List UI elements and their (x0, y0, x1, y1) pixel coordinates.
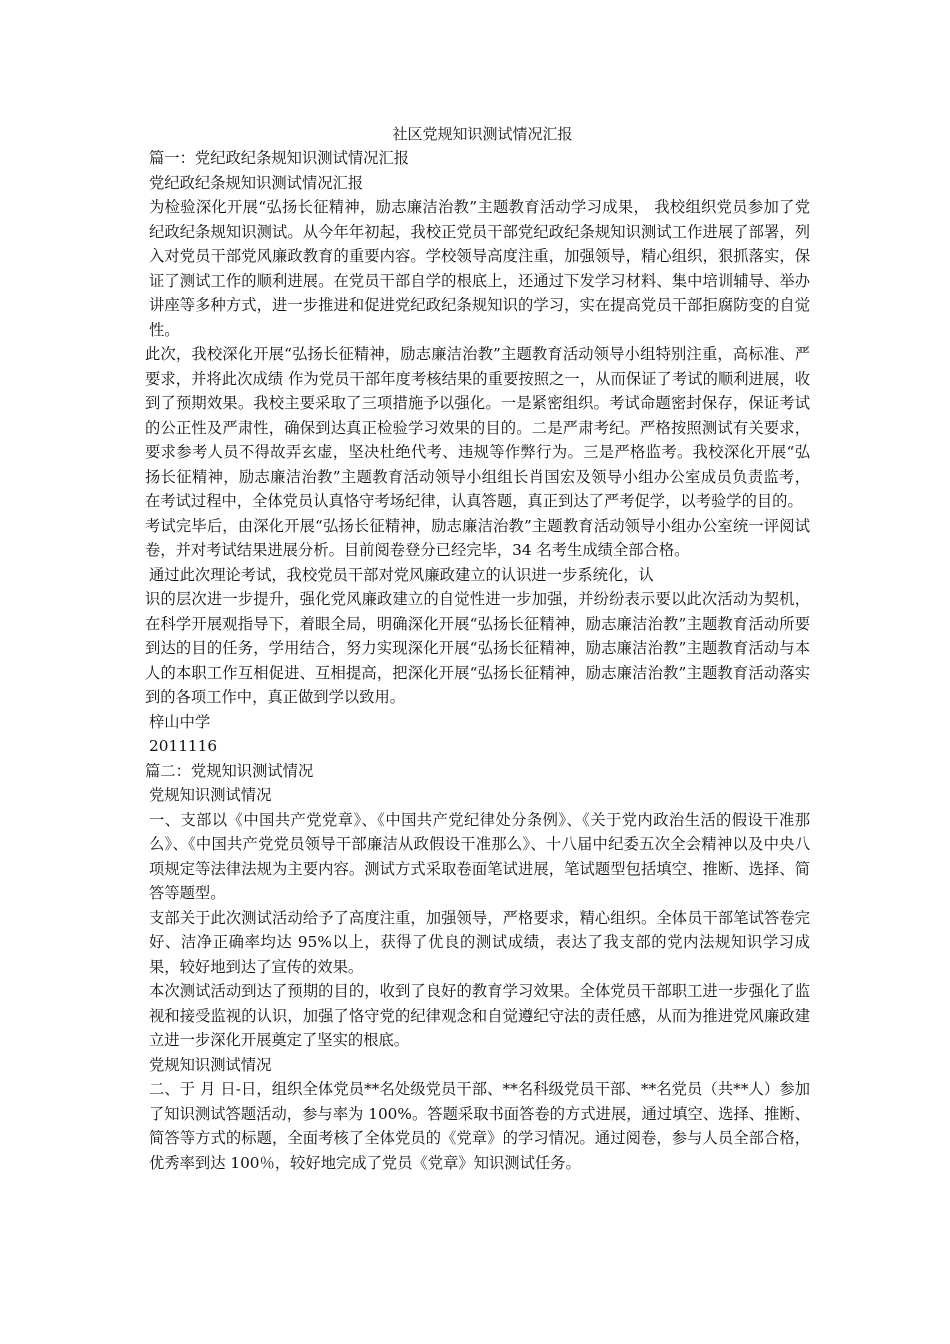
document-title: 社区党规知识测试情况汇报 (392, 125, 573, 143)
section-heading-2: 篇二：党规知识测试情况 (145, 761, 314, 780)
paragraph: 考试完毕后，由深化开展“弘扬长征精神，励志廉洁治教”主题教育活动领导小组办公室统一评阅试卷，并对考试结果进展分析。目前阅卷登分已经完毕，34 名考生成绩全部合格。 (145, 516, 810, 559)
paragraph: 一、支部以《中国共产党党章》、《中国共产党纪律处分条例》、《关于党内政治生活的假设干准那么》、《中国共产党党员领导干部廉洁从政假设干准那么》、十八届中纪委五次全会精神以及中央八项规定等法律法规为主要内容。测试方式采取卷面笔试进展，笔试题型包括填空、推断、选择、简答等题型。 (149, 810, 810, 902)
signature-date: 2011116 (149, 737, 218, 755)
signature-school: 梓山中学 (149, 712, 211, 731)
section-heading-1: 篇一：党纪政纪条规知识测试情况汇报 (149, 149, 410, 167)
paragraph: 二、于 月 日-日，组织全体党员**名处级党员干部、**名科级党员干部、**名党员（共**人）参加了知识测试答题活动，参与率为 100%。答题采取书面答卷的方式进展，通过填空、选择、推断、简答等方式的标题，全面考核了全体党员的《党章》的学习情况。通过阅卷，参与人员全部合格，优秀率到达 100％，较好地完成了党员《党章》知识测试任务。 (149, 1080, 810, 1172)
sub-heading-2: 党规知识测试情况 (149, 786, 272, 804)
paragraph: 为检验深化开展“弘扬长征精神，励志廉洁治教”主题教育活动学习成果， 我校组织党员参加了党纪政纪条规知识测试。从今年年初起，我校正党员干部党纪政纪条规知识测试工作进展了部署，列入对党员干部党风廉政教育的重要内容。学校领导高度注重，加强领导，精心组织，狠抓落实，保证了测试工作的顺利进展。在党员干部自学的根底上，还通过下发学习材料、集中培训辅导、举办讲座等多种方式，进一步推进和促进党纪政纪条规知识的学习，实在提高党员干部拒腐防变的自觉性。 (149, 198, 810, 339)
sub-heading-3: 党规知识测试情况 (149, 1055, 272, 1074)
paragraph: 通过此次理论考试，我校党员干部对党风廉政建立的认识进一步系统化，认 (149, 565, 654, 584)
paragraph: 此次，我校深化开展“弘扬长征精神，励志廉洁治教”主题教育活动领导小组特别注重，高标准、严要求，并将此次成绩 作为党员干部年度考核结果的重要按照之一，从而保证了考试的顺利进展，收到了预期效果。我校主要采取了三项措施予以强化。一是紧密组织。考试命题密封保存，保证考试的公正性及严肃性，确保到达真正检验学习效果的目的。二是严肃考纪。严格按照测试有关要求，要求参考人员不得故弄玄虚，坚决杜绝代考、违规等作弊行为。三是严格监考。我校深化开展“弘扬长征精神，励志廉洁治教”主题教育活动领导小组组长肖国宏及领导小组办公室成员负责监考，在考试过程中，全体党员认真恪守考场纪律，认真答题，真正到达了严考促学，以考验学的目的。 (145, 345, 810, 510)
sub-heading-1: 党纪政纪条规知识测试情况汇报 (149, 173, 364, 192)
paragraph: 识的层次进一步提升，强化党风廉政建立的自觉性进一步加强，并纷纷表示要以此次活动为契机，在科学开展观指导下，着眼全局，明确深化开展“弘扬长征精神，励志廉洁治教”主题教育活动所要到达的目的任务，学用结合，努力实现深化开展“弘扬长征精神，励志廉洁治教”主题教育活动与本人的本职工作互相促进、互相提高，把深化开展“弘扬长征精神，励志廉洁治教”主题教育活动落实到的各项工作中，真正做到学以致用。 (145, 590, 810, 706)
paragraph: 本次测试活动到达了预期的目的，收到了良好的教育学习效果。全体党员干部职工进一步强化了监视和接受监视的认识，加强了恪守党的纪律观念和自觉遵纪守法的责任感，从而为推进党风廉政建立进一步深化开展奠定了坚实的根底。 (149, 982, 810, 1049)
paragraph: 支部关于此次测试活动给予了高度注重，加强领导，严格要求，精心组织。全体员干部笔试答卷完好、洁净正确率均达 95%以上，获得了优良的测试成绩，表达了我支部的党内法规知识学习成果，较好地到达了宣传的效果。 (149, 908, 810, 976)
document-page (145, 122, 810, 1175)
